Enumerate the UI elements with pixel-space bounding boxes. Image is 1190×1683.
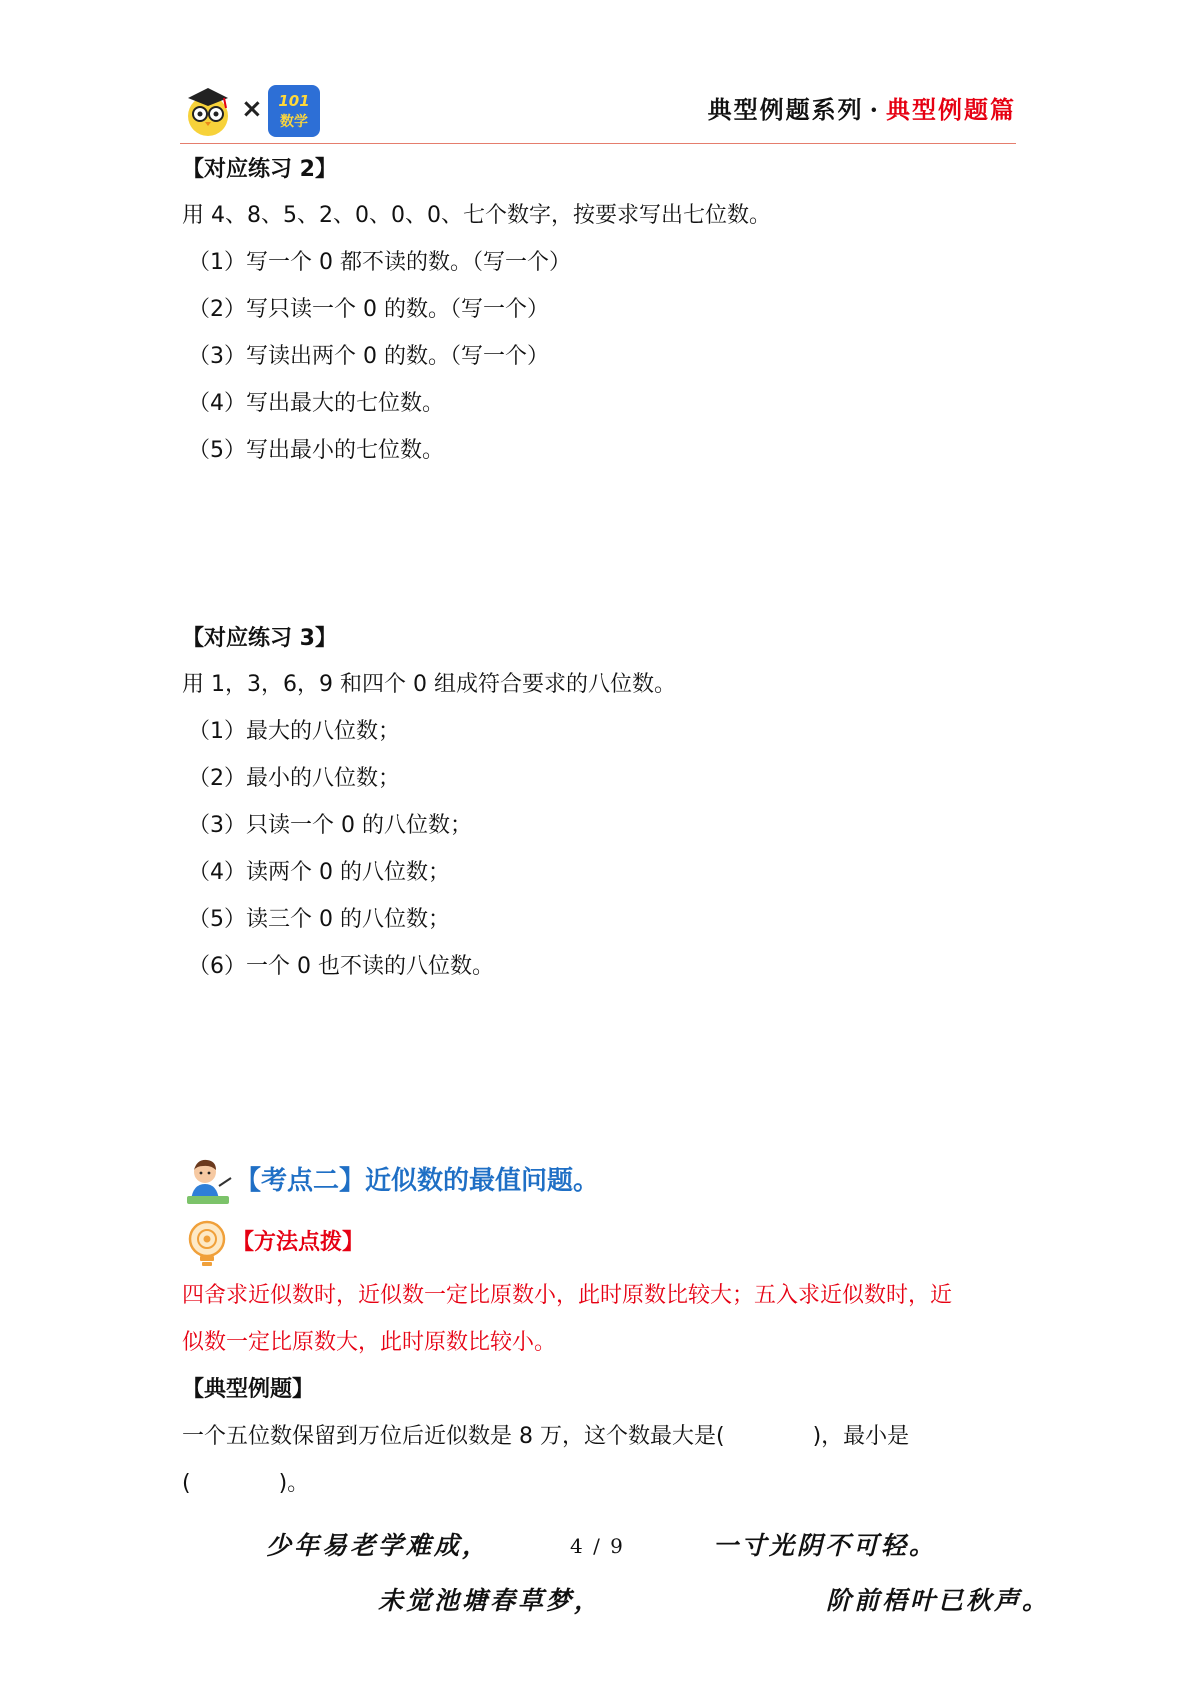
exercise2-item-5: （5）写出最小的七位数。 <box>188 438 444 463</box>
exercise2-item-3: （3）写读出两个 0 的数。（写一个） <box>188 344 549 369</box>
header-title-series: 典型例题系列 <box>707 95 864 124</box>
exercise3-item-5: （5）读三个 0 的八位数； <box>188 907 450 932</box>
method-line-2: 似数一定比原数大，此时原数比较小。 <box>182 1330 557 1355</box>
exercise2-item-2: （2）写只读一个 0 的数。（写一个） <box>188 297 549 322</box>
exercise3-item-3: （3）只读一个 0 的八位数； <box>188 813 472 838</box>
svg-text:101: 101 <box>278 92 310 110</box>
poem-line-1: 少年易老学难成， <box>266 1531 491 1560</box>
page-number: 4 / 9 <box>570 1534 625 1558</box>
poem-line-4: 阶前梧叶已秋声。 <box>826 1586 1051 1615</box>
header-title <box>708 95 1016 125</box>
method-heading: 【方法点拨】 <box>232 1230 365 1255</box>
poem-line-2: 一寸光阴不可轻。 <box>713 1531 938 1560</box>
math-101-logo-icon <box>267 84 321 138</box>
header-title-dot: · <box>869 95 880 124</box>
poem-line-3: 未觉池塘春草梦， <box>378 1586 603 1615</box>
exercise3-item-1: （1）最大的八位数； <box>188 719 400 744</box>
header-divider <box>180 143 1016 144</box>
exercise3-item-2: （2）最小的八位数； <box>188 766 400 791</box>
owl-logo-icon <box>184 84 232 136</box>
lightbulb-icon <box>185 1219 229 1271</box>
exercise3-item-4: （4）读两个 0 的八位数； <box>188 860 450 885</box>
example-line-1: 一个五位数保留到万位后近似数是 8 万，这个数最大是( )，最小是 <box>182 1424 910 1449</box>
student-reading-icon <box>183 1156 233 1208</box>
example-line-2: ( )。 <box>182 1471 310 1496</box>
exercise3-question: 用 1，3，6，9 和四个 0 组成符合要求的八位数。 <box>182 672 676 697</box>
exercise2-question: 用 4、8、5、2、0、0、0、七个数字，按要求写出七位数。 <box>182 203 771 228</box>
method-line-1: 四舍求近似数时，近似数一定比原数小，此时原数比较大；五入求近似数时，近 <box>182 1283 953 1308</box>
exercise2-item-1: （1）写一个 0 都不读的数。（写一个） <box>188 250 571 275</box>
times-sign: × <box>241 94 263 124</box>
svg-text:数学: 数学 <box>280 114 308 130</box>
example-heading: 【典型例题】 <box>182 1377 315 1402</box>
exercise3-item-6: （6）一个 0 也不读的八位数。 <box>188 954 494 979</box>
exercise2-heading: 【对应练习 2】 <box>182 157 337 182</box>
kaodian-title: 【考点二】近似数的最值问题。 <box>235 1166 600 1196</box>
exercise3-heading: 【对应练习 3】 <box>182 626 337 651</box>
exercise2-item-4: （4）写出最大的七位数。 <box>188 391 444 416</box>
header-title-section: 典型例题篇 <box>886 95 1016 124</box>
